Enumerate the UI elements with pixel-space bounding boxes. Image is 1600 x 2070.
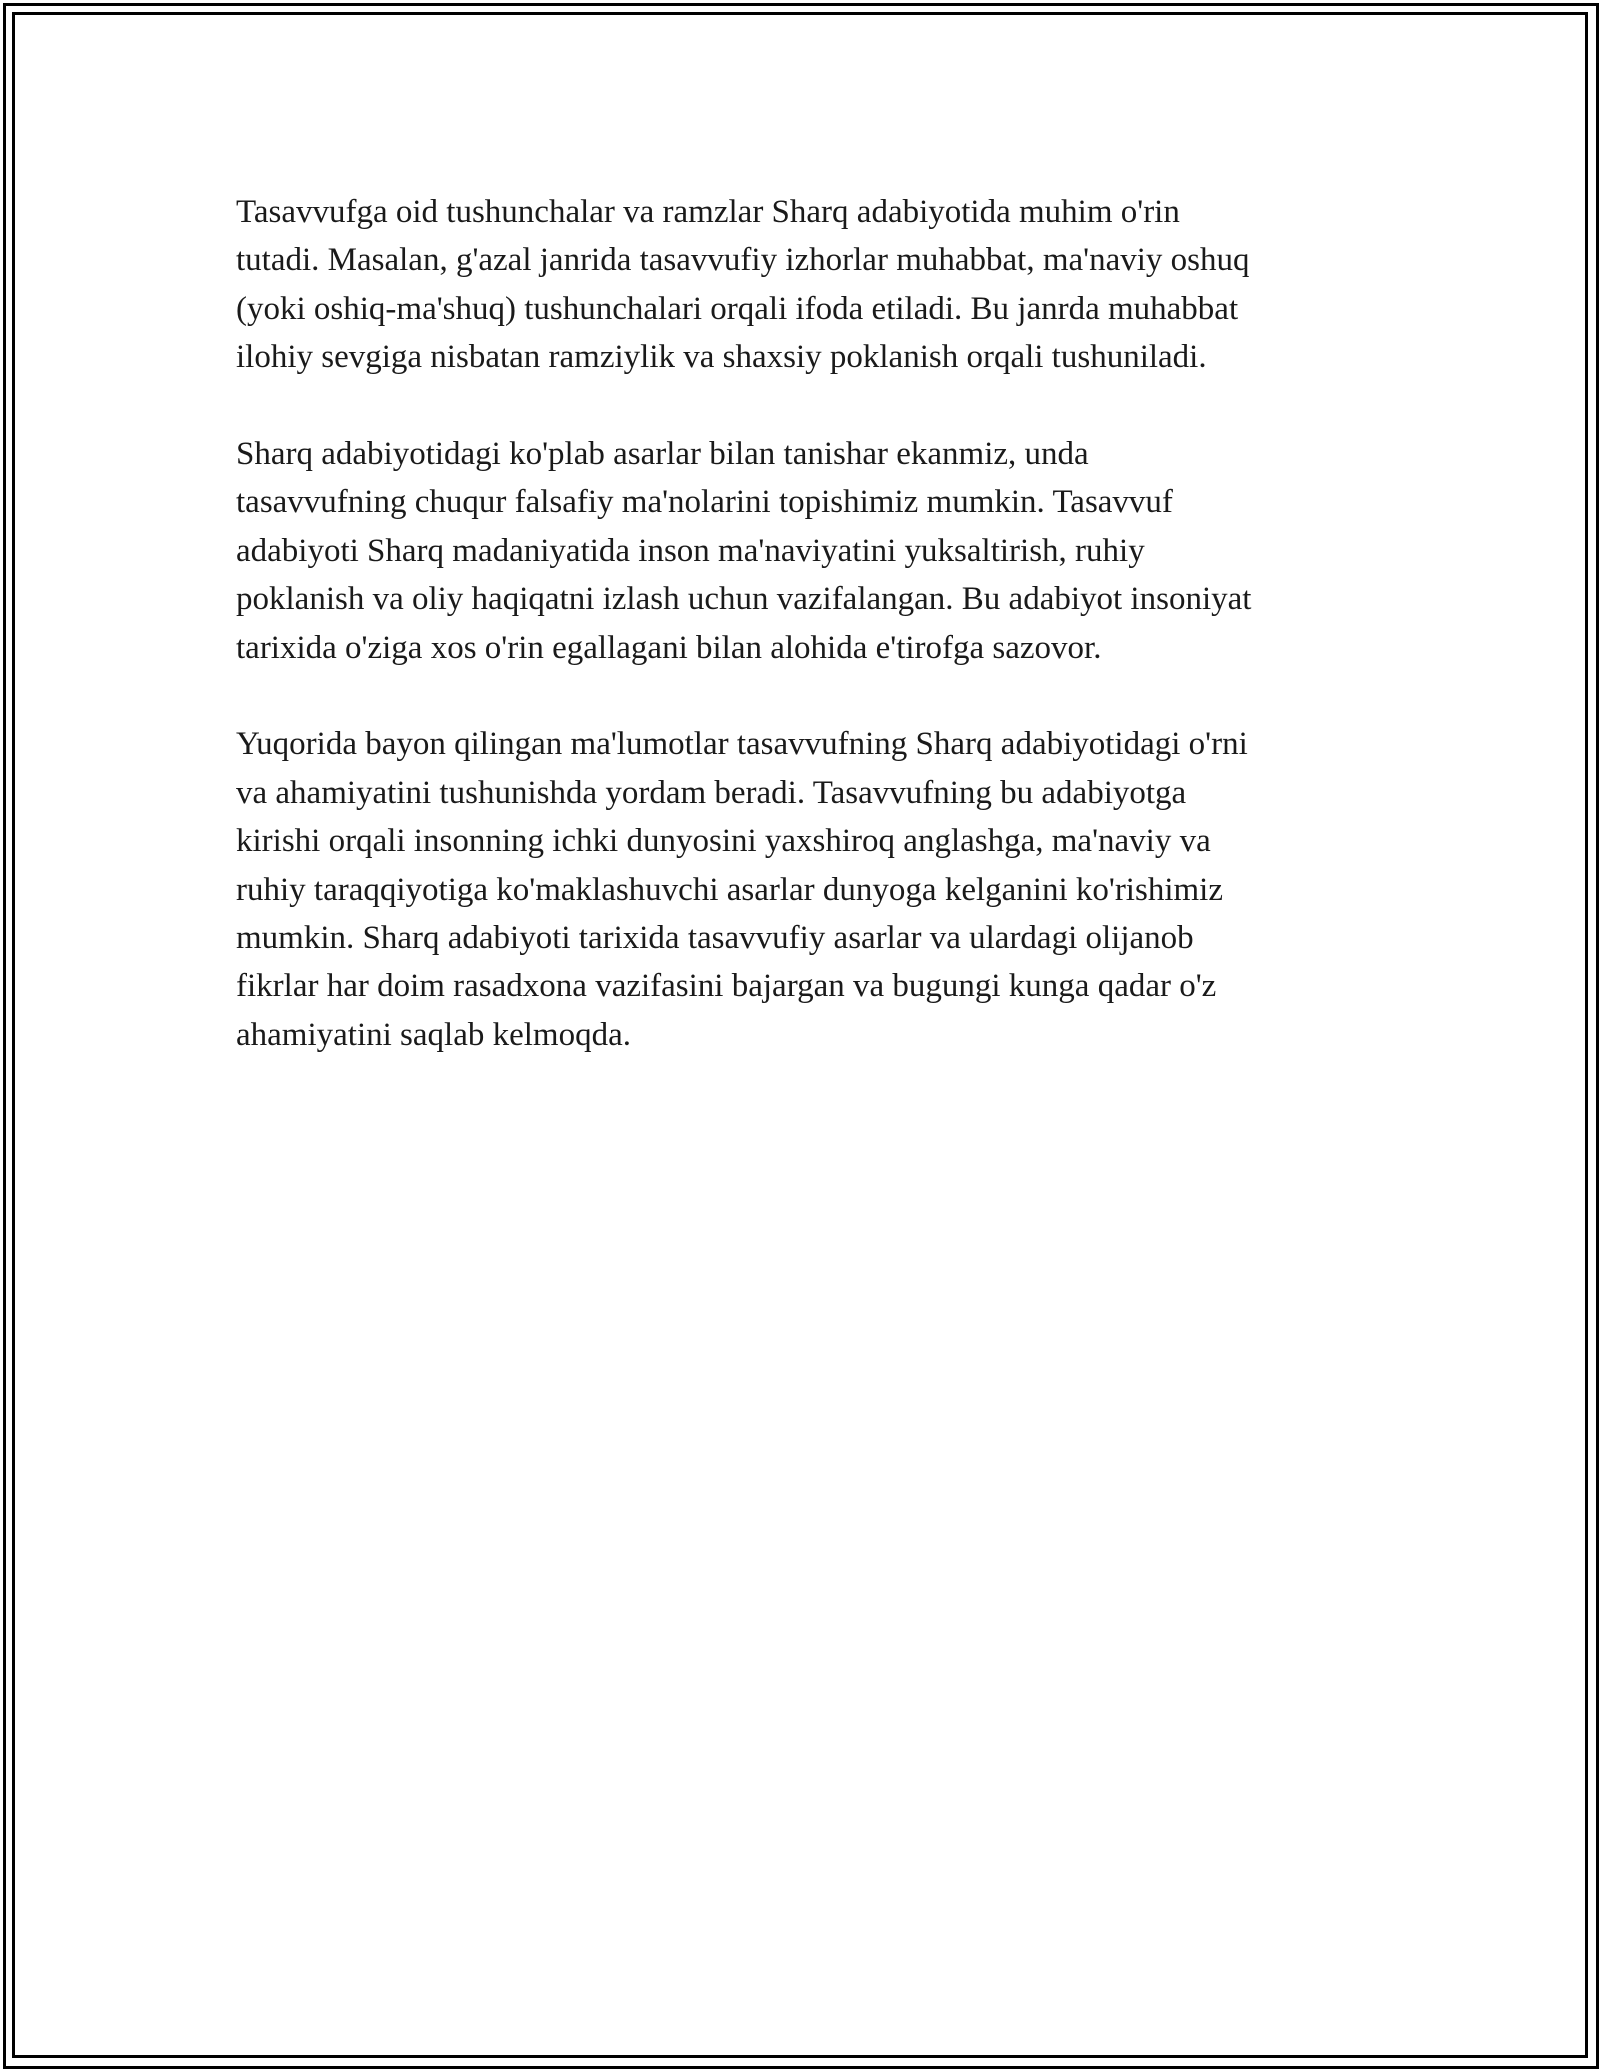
paragraph-line: ruhiy taraqqiyotiga ko'maklashuvchi asarlar dunyoga kelganini ko'rishimiz (236, 871, 1223, 908)
paragraph-2 (236, 430, 1366, 672)
paragraph-line: Sharq adabiyotidagi ko'plab asarlar bilan tanishar ekanmiz, unda (236, 436, 1089, 473)
paragraph-line: ahamiyatini saqlab kelmoqda. (236, 1016, 631, 1053)
paragraph-3 (236, 720, 1366, 1059)
paragraph-line: ilohiy sevgiga nisbatan ramziylik va shaxsiy poklanish orqali tushuniladi. (236, 339, 1207, 376)
paragraph-line: Yuqorida bayon qilingan ma'lumotlar tasavvufning Sharq adabiyotidagi o'rni (236, 726, 1248, 763)
paragraph-line: mumkin. Sharq adabiyoti tarixida tasavvufiy asarlar va ulardagi olijanob (236, 920, 1194, 957)
paragraph-line: tasavvufning chuqur falsafiy ma'nolarini topishimiz mumkin. Tasavvuf (236, 484, 1173, 521)
paragraph-line: poklanish va oliy haqiqatni izlash uchun vazifalangan. Bu adabiyot insoniyat (236, 581, 1252, 618)
paragraph-line: va ahamiyatini tushunishda yordam beradi. Tasavvufning bu adabiyotga (236, 774, 1187, 811)
document-body (236, 188, 1366, 1108)
paragraph-line: adabiyoti Sharq madaniyatida inson ma'naviyatini yuksaltirish, ruhiy (236, 532, 1145, 569)
paragraph-line: tarixida o'ziga xos o'rin egallagani bilan alohida e'tirofga sazovor. (236, 629, 1102, 666)
paragraph-line: (yoki oshiq-ma'shuq) tushunchalari orqali ifoda etiladi. Bu janrda muhabbat (236, 290, 1239, 327)
paragraph-line: Tasavvufga oid tushunchalar va ramzlar Sharq adabiyotida muhim o'rin (236, 194, 1180, 230)
paragraph-1 (236, 188, 1366, 382)
paragraph-line: fikrlar har doim rasadxona vazifasini bajargan va bugungi kunga qadar o'z (236, 968, 1217, 1005)
paragraph-line: tutadi. Masalan, g'azal janrida tasavvufiy izhorlar muhabbat, ma'naviy oshuq (236, 242, 1250, 279)
paragraph-line: kirishi orqali insonning ichki dunyosini yaxshiroq anglashga, ma'naviy va (236, 823, 1211, 860)
